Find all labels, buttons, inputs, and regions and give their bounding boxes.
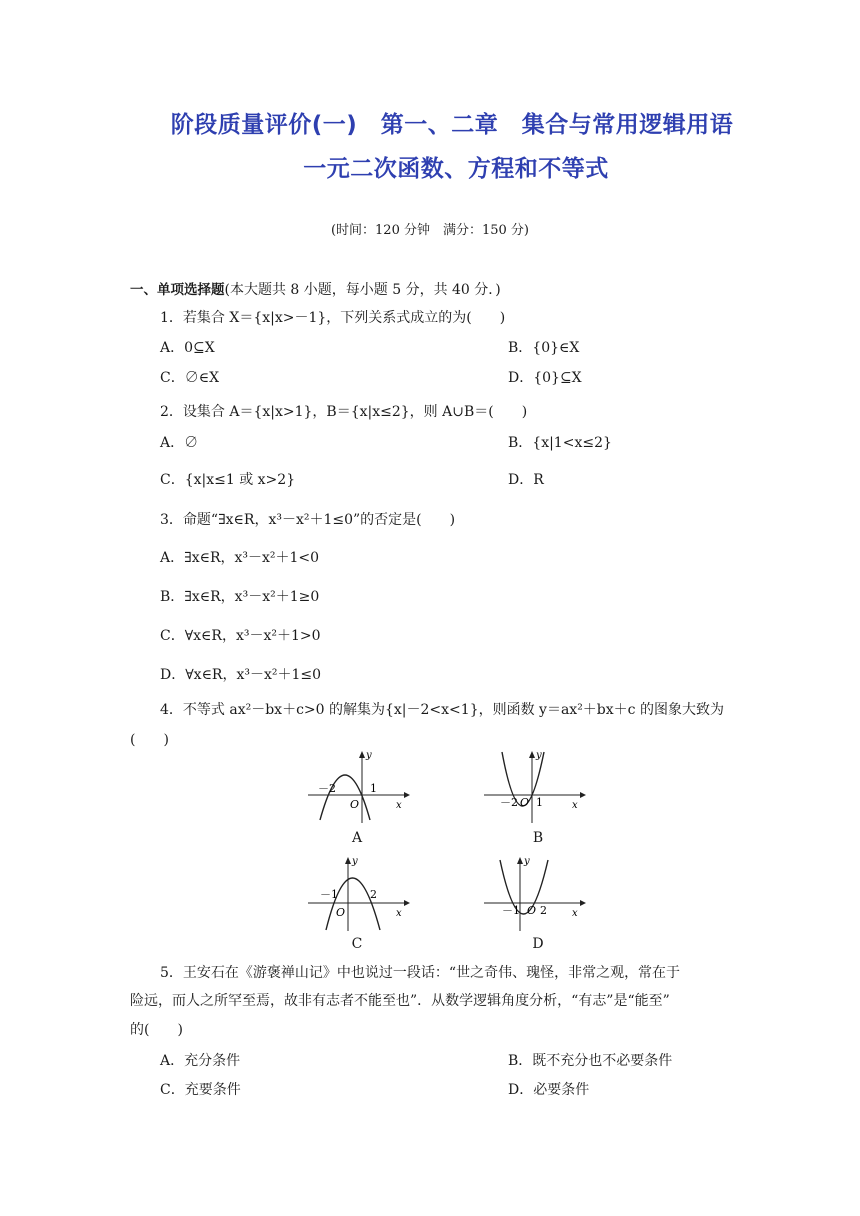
section-heading: [130, 278, 501, 299]
q5-option-b: B．既不充分也不必要条件: [508, 1053, 673, 1069]
question-5-stem-line3: 的( ): [130, 1022, 183, 1038]
q1-option-d: D．{0}⊆X: [508, 370, 582, 386]
graph-b-tick-left: －2: [500, 796, 518, 809]
question-4-stem-line2: ( ): [130, 732, 169, 748]
q5-option-d: D．必要条件: [508, 1082, 590, 1098]
graph-a-tick-right: 1: [370, 782, 377, 795]
q2-option-a: A．∅: [160, 435, 199, 451]
graph-b-x-label: x: [572, 800, 578, 811]
graph-b-y-label: y: [536, 750, 542, 761]
q2-option-d: D．R: [508, 472, 544, 488]
graph-b-tick-right: 1: [536, 796, 543, 809]
section-note: (本大题共 8 小题，每小题 5 分，共 40 分．): [224, 282, 501, 298]
graph-a-x-label: x: [396, 800, 402, 811]
q1-option-b: B．{0}∈X: [508, 340, 580, 356]
q5-option-a: A．充分条件: [160, 1053, 241, 1069]
graph-a-y-label: y: [366, 750, 372, 761]
question-5-stem-line2: 险远，而人之所罕至焉，故非有志者不能至也”．从数学逻辑角度分析，“有志”是“能至”: [130, 993, 670, 1009]
graph-c-y-label: y: [352, 856, 358, 867]
q3-option-c: C．∀x∈R，x³－x²＋1>0: [160, 628, 321, 644]
graph-a-label: A: [351, 830, 363, 846]
q3-option-a: A．∃x∈R，x³－x²＋1<0: [160, 550, 320, 566]
graph-d-x-label: x: [572, 908, 578, 919]
q5-option-c: C．充要条件: [160, 1082, 241, 1098]
graph-c-x-label: x: [396, 908, 402, 919]
question-5-stem-line1: 5．王安石在《游褒禅山记》中也说过一段话：“世之奇伟、瑰怪，非常之观，常在于: [160, 965, 681, 981]
section-title: 一、单项选择题: [130, 282, 225, 298]
graph-c-origin: O: [336, 906, 346, 919]
graph-c-label: C: [351, 936, 363, 952]
exam-meta: (时间：120 分钟 满分：150 分): [330, 223, 530, 238]
q3-option-b: B．∃x∈R，x³－x²＋1≥0: [160, 589, 320, 605]
graph-b-label: B: [532, 830, 544, 846]
graph-c-tick-right: 2: [370, 888, 377, 901]
doc-title-line1: 阶段质量评价(一) 第一、二章 集合与常用逻辑用语: [170, 112, 734, 138]
graph-d-origin: O: [527, 904, 537, 917]
q2-option-c: C．{x|x≤1 或 x>2}: [160, 472, 296, 488]
graph-b: [476, 748, 596, 826]
doc-title-line2: 一元二次函数、方程和不等式: [303, 156, 609, 182]
graph-b-origin: O: [520, 796, 530, 809]
graph-c-tick-left: －1: [320, 888, 338, 901]
question-3-stem: 3．命题“∃x∈R，x³－x²＋1≤0”的否定是( ): [160, 512, 456, 528]
graph-d-label: D: [532, 936, 544, 952]
q2-option-b: B．{x|1<x≤2}: [508, 435, 612, 451]
graph-a: [300, 748, 420, 826]
graph-d: [476, 854, 596, 934]
graph-c: [300, 854, 420, 934]
graph-a-tick-left: －2: [318, 782, 336, 795]
q1-option-a: A．0⊆X: [160, 340, 215, 356]
q1-option-c: C．∅∈X: [160, 370, 220, 386]
graph-d-tick-left: －1: [502, 904, 520, 917]
question-4-stem-line1: 4．不等式 ax²－bx＋c>0 的解集为{x|－2<x<1}，则函数 y＝ax²＋bx＋c 的图象大致为: [160, 702, 724, 718]
question-1-stem: 1．若集合 X＝{x|x>－1}，下列关系式成立的为( ): [160, 310, 506, 326]
graph-d-y-label: y: [524, 856, 530, 867]
question-2-stem: 2．设集合 A＝{x|x>1}，B＝{x|x≤2}，则 A∪B＝( ): [160, 404, 528, 420]
q3-option-d: D．∀x∈R，x³－x²＋1≤0: [160, 667, 322, 683]
graph-a-origin: O: [350, 798, 360, 811]
graph-d-tick-right: 2: [540, 904, 547, 917]
